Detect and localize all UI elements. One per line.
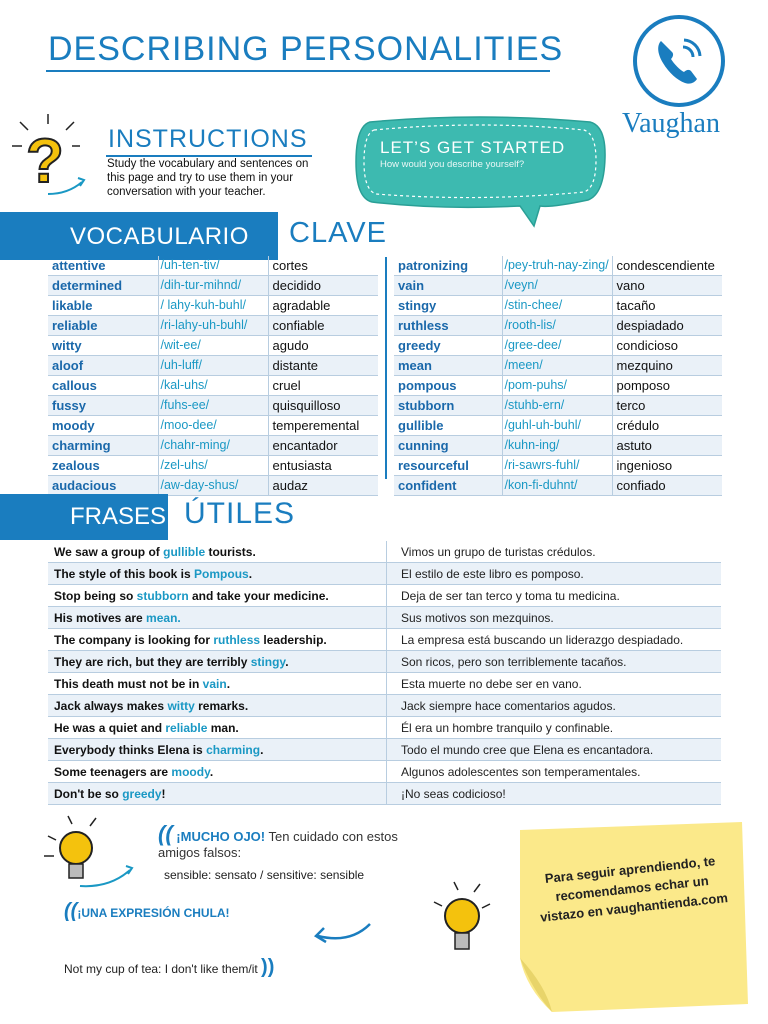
- phrase-text: His motives are: [54, 610, 147, 625]
- vocab-row: [394, 396, 722, 416]
- vocab-pronunciation: /uh-ten-tiv/: [158, 256, 268, 276]
- vocab-row: [48, 416, 378, 436]
- phrase-english: [48, 585, 387, 607]
- phrase-spanish: Sus motivos son mezquinos.: [387, 607, 722, 629]
- phrase-text: .: [209, 764, 214, 779]
- phrase-highlight: Pompous: [194, 566, 249, 581]
- phrase-row: [48, 695, 721, 717]
- vocab-translation: temperemental: [268, 416, 378, 436]
- bubble-subtitle: How would you describe yourself?: [380, 159, 525, 170]
- vocab-row: [394, 316, 722, 336]
- vocab-row: [394, 456, 722, 476]
- vocab-row: [394, 276, 722, 296]
- vocab-translation: quisquilloso: [268, 396, 378, 416]
- vocab-row: [48, 456, 378, 476]
- vocab-pronunciation: / lahy-kuh-buhl/: [158, 296, 268, 316]
- page-title: DESCRIBING PERSONALITIES: [48, 30, 564, 68]
- phrase-highlight: moody: [171, 764, 210, 779]
- vocab-word: vain: [394, 276, 502, 296]
- vocab-row: [48, 356, 378, 376]
- vocab-pronunciation: /stuhb-ern/: [502, 396, 612, 416]
- phrase-spanish: ¡No seas codicioso!: [387, 783, 722, 805]
- vocab-row: [48, 436, 378, 456]
- vocab-row: [394, 376, 722, 396]
- phrase-spanish: Él era un hombre tranquilo y confinable.: [387, 717, 722, 739]
- phrase-row: [48, 739, 721, 761]
- cup-of-tea-expression: [64, 956, 274, 979]
- phrase-text: He was a quiet and: [54, 720, 166, 735]
- vocab-row: [394, 296, 722, 316]
- phrase-text: We saw a group of: [54, 544, 164, 559]
- lightbulb-icon: [40, 812, 140, 892]
- vocab-row: [394, 256, 722, 276]
- vocab-table-left: [48, 256, 378, 496]
- vocab-row: [394, 356, 722, 376]
- phrase-row: [48, 673, 721, 695]
- phrase-text: .: [226, 676, 231, 691]
- phrase-text: and take your medicine.: [188, 588, 329, 603]
- vocab-translation: condicioso: [612, 336, 722, 356]
- arrow-left-icon: [310, 918, 374, 948]
- logo-text: Vaughan: [622, 108, 720, 139]
- vocab-word: charming: [48, 436, 158, 456]
- phrase-spanish: Algunos adolescentes son temperamentales.: [387, 761, 722, 783]
- expresion-chula-heading: [64, 900, 230, 923]
- phrase-row: [48, 651, 721, 673]
- phrase-highlight: vain: [202, 676, 227, 691]
- phrase-text: .: [285, 654, 289, 669]
- phrase-row: [48, 629, 721, 651]
- phrases-table: [48, 541, 721, 805]
- phrases-band-label: FRASES: [70, 503, 167, 530]
- phrase-row: [48, 783, 721, 805]
- false-friends-example: sensible: sensato / sensitive: sensible: [164, 868, 365, 882]
- vocab-translation: mezquino: [612, 356, 722, 376]
- quote-mark-open: ((: [158, 821, 173, 846]
- phrase-row: [48, 761, 721, 783]
- vocab-translation: entusiasta: [268, 456, 378, 476]
- vocab-pronunciation: /guhl-uh-buhl/: [502, 416, 612, 436]
- vocab-pronunciation: /kuhn-ing/: [502, 436, 612, 456]
- instructions-text: Study the vocabulary and sentences on this page and try to use them in your conversation with your teacher.: [107, 158, 309, 198]
- vocab-row: [48, 476, 378, 496]
- phrase-text: man.: [207, 720, 239, 735]
- vocab-word: pompous: [394, 376, 502, 396]
- bubble-title: LET’S GET STARTED: [380, 138, 566, 157]
- phrase-highlight: witty: [167, 698, 195, 713]
- phrase-english: [48, 717, 387, 739]
- vocabulary-heading: CLAVE: [289, 217, 387, 249]
- sticky-note-text: Para seguir aprendiendo, te recomendamos echar un vistazo en vaughantienda.com: [539, 853, 729, 925]
- mucho-ojo-tip: [158, 821, 438, 861]
- phrase-text: remarks.: [194, 698, 249, 713]
- logo-circle: [633, 15, 725, 107]
- phrase-row: [48, 541, 721, 563]
- vocabulary-band: [0, 212, 278, 260]
- vocab-translation: agudo: [268, 336, 378, 356]
- vocab-word: reliable: [48, 316, 158, 336]
- vocab-translation: pomposo: [612, 376, 722, 396]
- quote-mark-open: ((: [64, 900, 78, 922]
- phrase-english: [48, 541, 387, 563]
- vocab-row: [48, 256, 378, 276]
- phrase-spanish: Deja de ser tan terco y toma tu medicina.: [387, 585, 722, 607]
- vocab-divider: [385, 257, 387, 479]
- phrase-highlight: greedy: [122, 786, 162, 801]
- vocab-row: [48, 376, 378, 396]
- phrase-english: [48, 783, 387, 805]
- phrase-spanish: Todo el mundo cree que Elena es encantadora.: [387, 739, 722, 761]
- phrase-english: [48, 739, 387, 761]
- expresion-chula-label: ¡UNA EXPRESIÓN CHULA!: [77, 906, 230, 920]
- vocab-row: [48, 316, 378, 336]
- vocab-word: attentive: [48, 256, 158, 276]
- phrase-spanish: La empresa está buscando un liderazgo despiadado.: [387, 629, 722, 651]
- vocab-pronunciation: /stin-chee/: [502, 296, 612, 316]
- vocab-translation: terco: [612, 396, 722, 416]
- phrase-highlight: mean.: [146, 610, 181, 625]
- phrase-row: [48, 563, 721, 585]
- vocab-pronunciation: /aw-day-shus/: [158, 476, 268, 496]
- title-underline: [46, 70, 550, 72]
- vocab-pronunciation: /gree-dee/: [502, 336, 612, 356]
- phrase-row: [48, 585, 721, 607]
- phrase-english: [48, 563, 387, 585]
- phrase-english: [48, 761, 387, 783]
- phrase-spanish: Son ricos, pero son terriblemente tacaños.: [387, 651, 722, 673]
- vocab-pronunciation: /fuhs-ee/: [158, 396, 268, 416]
- vocab-row: [394, 416, 722, 436]
- vocabulary-band-label: VOCABULARIO: [70, 223, 249, 250]
- phrase-highlight: gullible: [163, 544, 206, 559]
- vocab-pronunciation: /ri-sawrs-fuhl/: [502, 456, 612, 476]
- vocab-translation: confiado: [612, 476, 722, 496]
- quote-mark-close: )): [261, 956, 275, 978]
- vocab-row: [48, 296, 378, 316]
- phrase-spanish: Jack siempre hace comentarios agudos.: [387, 695, 722, 717]
- vocab-table-right: [394, 256, 722, 496]
- vocab-word: fussy: [48, 396, 158, 416]
- vocab-word: stingy: [394, 296, 502, 316]
- phrase-row: [48, 607, 721, 629]
- phrase-highlight: stingy: [250, 654, 286, 669]
- instructions-title: INSTRUCTIONS: [108, 125, 308, 153]
- question-mark-icon: [8, 112, 88, 202]
- vocab-word: stubborn: [394, 396, 502, 416]
- vocab-pronunciation: /veyn/: [502, 276, 612, 296]
- vocab-translation: condescendiente: [612, 256, 722, 276]
- vocab-pronunciation: /ri-lahy-uh-buhl/: [158, 316, 268, 336]
- phrase-text: This death must not be in: [54, 676, 203, 691]
- mucho-ojo-heading: ¡MUCHO OJO!: [176, 829, 266, 844]
- phrase-english: [48, 695, 387, 717]
- phrases-band: [0, 494, 168, 540]
- phrase-text: Don't be so: [54, 786, 123, 801]
- vocab-pronunciation: /pom-puhs/: [502, 376, 612, 396]
- phrase-highlight: ruthless: [213, 632, 261, 647]
- phrase-text: The style of this book is: [54, 566, 195, 581]
- vocab-pronunciation: /kal-uhs/: [158, 376, 268, 396]
- vocab-word: patronizing: [394, 256, 502, 276]
- vocab-word: ruthless: [394, 316, 502, 336]
- vocab-translation: cruel: [268, 376, 378, 396]
- vocab-translation: encantador: [268, 436, 378, 456]
- vocab-word: gullible: [394, 416, 502, 436]
- vocab-pronunciation: /kon-fi-duhnt/: [502, 476, 612, 496]
- vocab-translation: cortes: [268, 256, 378, 276]
- phrases-heading: ÚTILES: [184, 497, 296, 530]
- vocab-translation: confiable: [268, 316, 378, 336]
- phrase-text: The company is looking for: [54, 632, 214, 647]
- vocab-row: [48, 276, 378, 296]
- vocab-word: greedy: [394, 336, 502, 356]
- vocab-pronunciation: /chahr-ming/: [158, 436, 268, 456]
- vocab-pronunciation: /zel-uhs/: [158, 456, 268, 476]
- vocab-word: determined: [48, 276, 158, 296]
- phrase-text: leadership.: [260, 632, 327, 647]
- lightbulb-icon-right: [428, 880, 498, 960]
- vocab-translation: despiadado: [612, 316, 722, 336]
- vocab-row: [394, 336, 722, 356]
- phrase-english: [48, 629, 387, 651]
- phrase-highlight: reliable: [165, 720, 208, 735]
- vocab-word: zealous: [48, 456, 158, 476]
- vocab-row: [48, 336, 378, 356]
- vocab-translation: distante: [268, 356, 378, 376]
- phrase-row: [48, 717, 721, 739]
- phrase-text: Everybody thinks Elena is: [54, 742, 207, 757]
- phrase-spanish: Vimos un grupo de turistas crédulos.: [387, 541, 722, 563]
- phone-icon: [637, 19, 721, 103]
- cup-of-tea-text: Not my cup of tea: I don't like them/it: [64, 962, 262, 976]
- phrase-text: tourists.: [205, 544, 256, 559]
- phrase-text: !: [161, 786, 166, 801]
- phrase-text: Some teenagers are: [54, 764, 172, 779]
- phrase-highlight: charming: [206, 742, 261, 757]
- phrase-spanish: El estilo de este libro es pomposo.: [387, 563, 722, 585]
- vocab-pronunciation: /meen/: [502, 356, 612, 376]
- vocab-row: [394, 476, 722, 496]
- mucho-ojo-text: Ten cuidado con estos amigos falsos:: [158, 829, 398, 860]
- vocab-translation: agradable: [268, 296, 378, 316]
- vocab-word: callous: [48, 376, 158, 396]
- vocab-translation: decidido: [268, 276, 378, 296]
- phrase-text: Jack always makes: [54, 698, 168, 713]
- phrase-english: [48, 651, 387, 673]
- vocab-word: witty: [48, 336, 158, 356]
- phrase-text: Stop being so: [54, 588, 137, 603]
- vocab-word: mean: [394, 356, 502, 376]
- vocab-pronunciation: /uh-luff/: [158, 356, 268, 376]
- phrase-highlight: stubborn: [136, 588, 189, 603]
- phrase-spanish: Esta muerte no debe ser en vano.: [387, 673, 722, 695]
- vocab-translation: audaz: [268, 476, 378, 496]
- vocab-row: [394, 436, 722, 456]
- vocab-pronunciation: /dih-tur-mihnd/: [158, 276, 268, 296]
- vocab-row: [48, 396, 378, 416]
- phrase-text: They are rich, but they are terribly: [54, 654, 251, 669]
- vocab-pronunciation: /rooth-lis/: [502, 316, 612, 336]
- vocab-translation: ingenioso: [612, 456, 722, 476]
- vocab-word: confident: [394, 476, 502, 496]
- vocab-translation: vano: [612, 276, 722, 296]
- phrase-text: .: [260, 742, 264, 757]
- vocab-translation: tacaño: [612, 296, 722, 316]
- vocab-word: resourceful: [394, 456, 502, 476]
- phrase-english: [48, 607, 387, 629]
- vocab-translation: astuto: [612, 436, 722, 456]
- vocab-pronunciation: /moo-dee/: [158, 416, 268, 436]
- vocab-word: cunning: [394, 436, 502, 456]
- phrase-english: [48, 673, 387, 695]
- vocab-word: audacious: [48, 476, 158, 496]
- vocab-translation: crédulo: [612, 416, 722, 436]
- vocab-word: likable: [48, 296, 158, 316]
- svg-text:?: ?: [26, 127, 64, 196]
- vocab-pronunciation: /wit-ee/: [158, 336, 268, 356]
- vocab-word: moody: [48, 416, 158, 436]
- vocab-pronunciation: /pey-truh-nay-zing/: [502, 256, 612, 276]
- vocab-word: aloof: [48, 356, 158, 376]
- phrase-text: .: [248, 566, 253, 581]
